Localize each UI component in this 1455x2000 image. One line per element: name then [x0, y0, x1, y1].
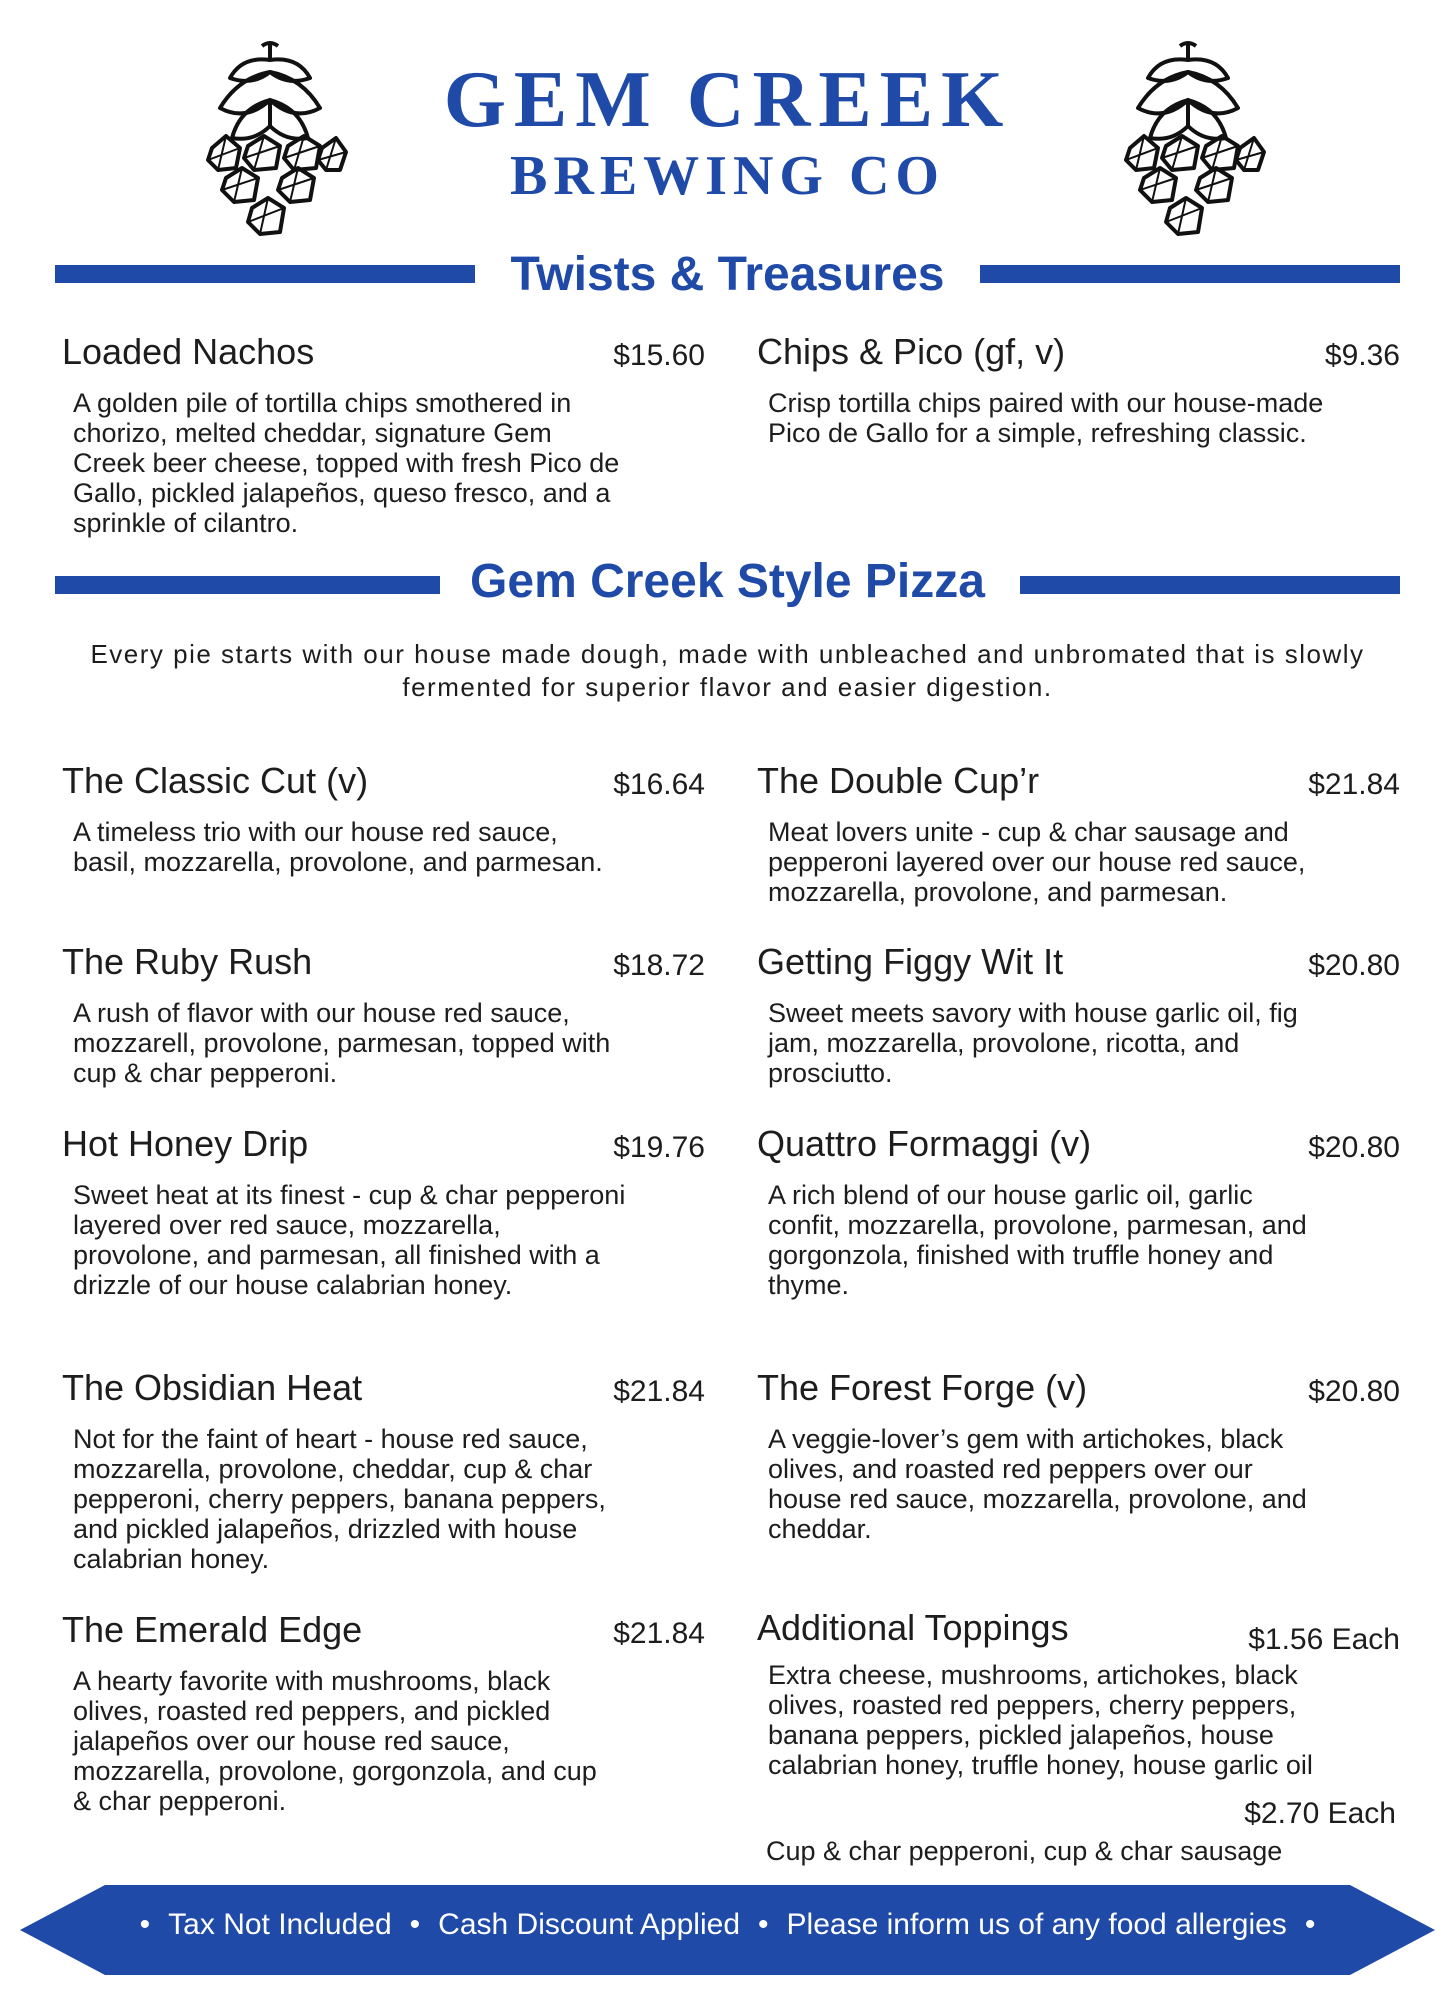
- item-price: $16.64: [613, 768, 705, 801]
- item-description: A rush of flavor with our house red sauce, mozzarell, provolone, parmesan, topped with cup & char pepperoni.: [73, 998, 611, 1088]
- item-price: $19.76: [613, 1131, 705, 1164]
- item-description: A rich blend of our house garlic oil, garlic confit, mozzarella, provolone, parmesan, and gorgonzola, finished with truffle honey and thyme.: [768, 1180, 1307, 1300]
- item-name: The Forest Forge (v): [757, 1367, 1088, 1408]
- item-price: $21.84: [613, 1375, 705, 1408]
- footer-notes: [20, 1895, 1435, 1955]
- item-price: $2.70 Each: [1244, 1797, 1396, 1830]
- footer-note-cash-discount: Cash Discount Applied: [438, 1908, 741, 1941]
- section-banner-twists: [55, 245, 1400, 305]
- item-description: Cup & char pepperoni, cup & char sausage: [766, 1836, 1283, 1866]
- item-price: $18.72: [613, 949, 705, 982]
- brand-subtitle: BREWING CO: [510, 145, 945, 207]
- item-price: $20.80: [1308, 949, 1400, 982]
- item-price: $20.80: [1308, 1375, 1400, 1408]
- item-name: The Double Cup’r: [757, 760, 1040, 801]
- bullet: •: [409, 1908, 421, 1941]
- item-price: $15.60: [613, 339, 705, 372]
- item-name: Additional Toppings: [757, 1607, 1069, 1648]
- pizza-intro: Every pie starts with our house made dough, made with unbleached and unbromated that is slowly fermented for superior flavor and easier digestion.: [90, 639, 1365, 702]
- section-banner-pizza: [55, 552, 1400, 612]
- item-price: $9.36: [1324, 339, 1400, 372]
- footer-note-allergies: Please inform us of any food allergies: [786, 1908, 1287, 1941]
- item-name: Loaded Nachos: [62, 331, 315, 372]
- item-price: $20.80: [1308, 1131, 1400, 1164]
- brand-name: GEM CREEK: [443, 56, 1012, 144]
- section-title: Gem Creek Style Pizza: [470, 555, 985, 608]
- footer-note-tax: Tax Not Included: [168, 1908, 392, 1941]
- item-name: The Classic Cut (v): [62, 760, 369, 801]
- item-description: A hearty favorite with mushrooms, black olives, roasted red peppers, and pickled jalapeños over our house red sauce, mozzarella, provolone, gorgonzola, and cup & char pepperoni.: [73, 1666, 597, 1816]
- item-name: The Emerald Edge: [62, 1609, 363, 1650]
- item-price: $1.56 Each: [1248, 1623, 1400, 1656]
- item-name: Quattro Formaggi (v): [757, 1123, 1092, 1164]
- item-description: Sweet heat at its finest - cup & char pepperoni layered over red sauce, mozzarella, provolone, and parmesan, all finished with a drizzle of our house calabrian honey.: [73, 1180, 626, 1300]
- section-title: Twists & Treasures: [510, 248, 945, 301]
- bullet: •: [758, 1908, 769, 1941]
- item-description: A golden pile of tortilla chips smothered in chorizo, melted cheddar, signature Gem Creek beer cheese, topped with fresh Pico de Gallo, pickled jalapeños, queso fresco, and a sprinkle of cilantro.: [73, 388, 620, 538]
- item-description: Sweet meets savory with house garlic oil, fig jam, mozzarella, provolone, ricotta, and prosciutto.: [768, 998, 1298, 1088]
- item-name: Getting Figgy Wit It: [757, 941, 1064, 982]
- item-description: A timeless trio with our house red sauce, basil, mozzarella, provolone, and parmesan.: [73, 817, 603, 877]
- item-name: Hot Honey Drip: [62, 1123, 309, 1164]
- item-description: Extra cheese, mushrooms, artichokes, black olives, roasted red peppers, cherry peppers, banana peppers, pickled jalapeños, house calabrian honey, truffle honey, house garlic oil: [768, 1660, 1313, 1780]
- item-description: Meat lovers unite - cup & char sausage and pepperoni layered over our house red sauce, mozzarella, provolone, and parmesan.: [768, 817, 1306, 907]
- item-description: Not for the faint of heart - house red sauce, mozzarella, provolone, cheddar, cup & char pepperoni, cherry peppers, banana peppers, and pickled jalapeños, drizzled with house calabrian honey.: [73, 1424, 606, 1574]
- item-price: $21.84: [1308, 768, 1400, 801]
- item-name: The Ruby Rush: [62, 941, 313, 982]
- bullet: •: [1304, 1908, 1316, 1941]
- item-name: The Obsidian Heat: [62, 1367, 363, 1408]
- item-description: Crisp tortilla chips paired with our house-made Pico de Gallo for a simple, refreshing classic.: [768, 388, 1324, 448]
- item-description: A veggie-lover’s gem with artichokes, black olives, and roasted red peppers over our house red sauce, mozzarella, provolone, and cheddar.: [768, 1424, 1307, 1544]
- item-name: Chips & Pico (gf, v): [757, 331, 1066, 372]
- bullet: •: [139, 1908, 151, 1941]
- item-price: $21.84: [613, 1617, 705, 1650]
